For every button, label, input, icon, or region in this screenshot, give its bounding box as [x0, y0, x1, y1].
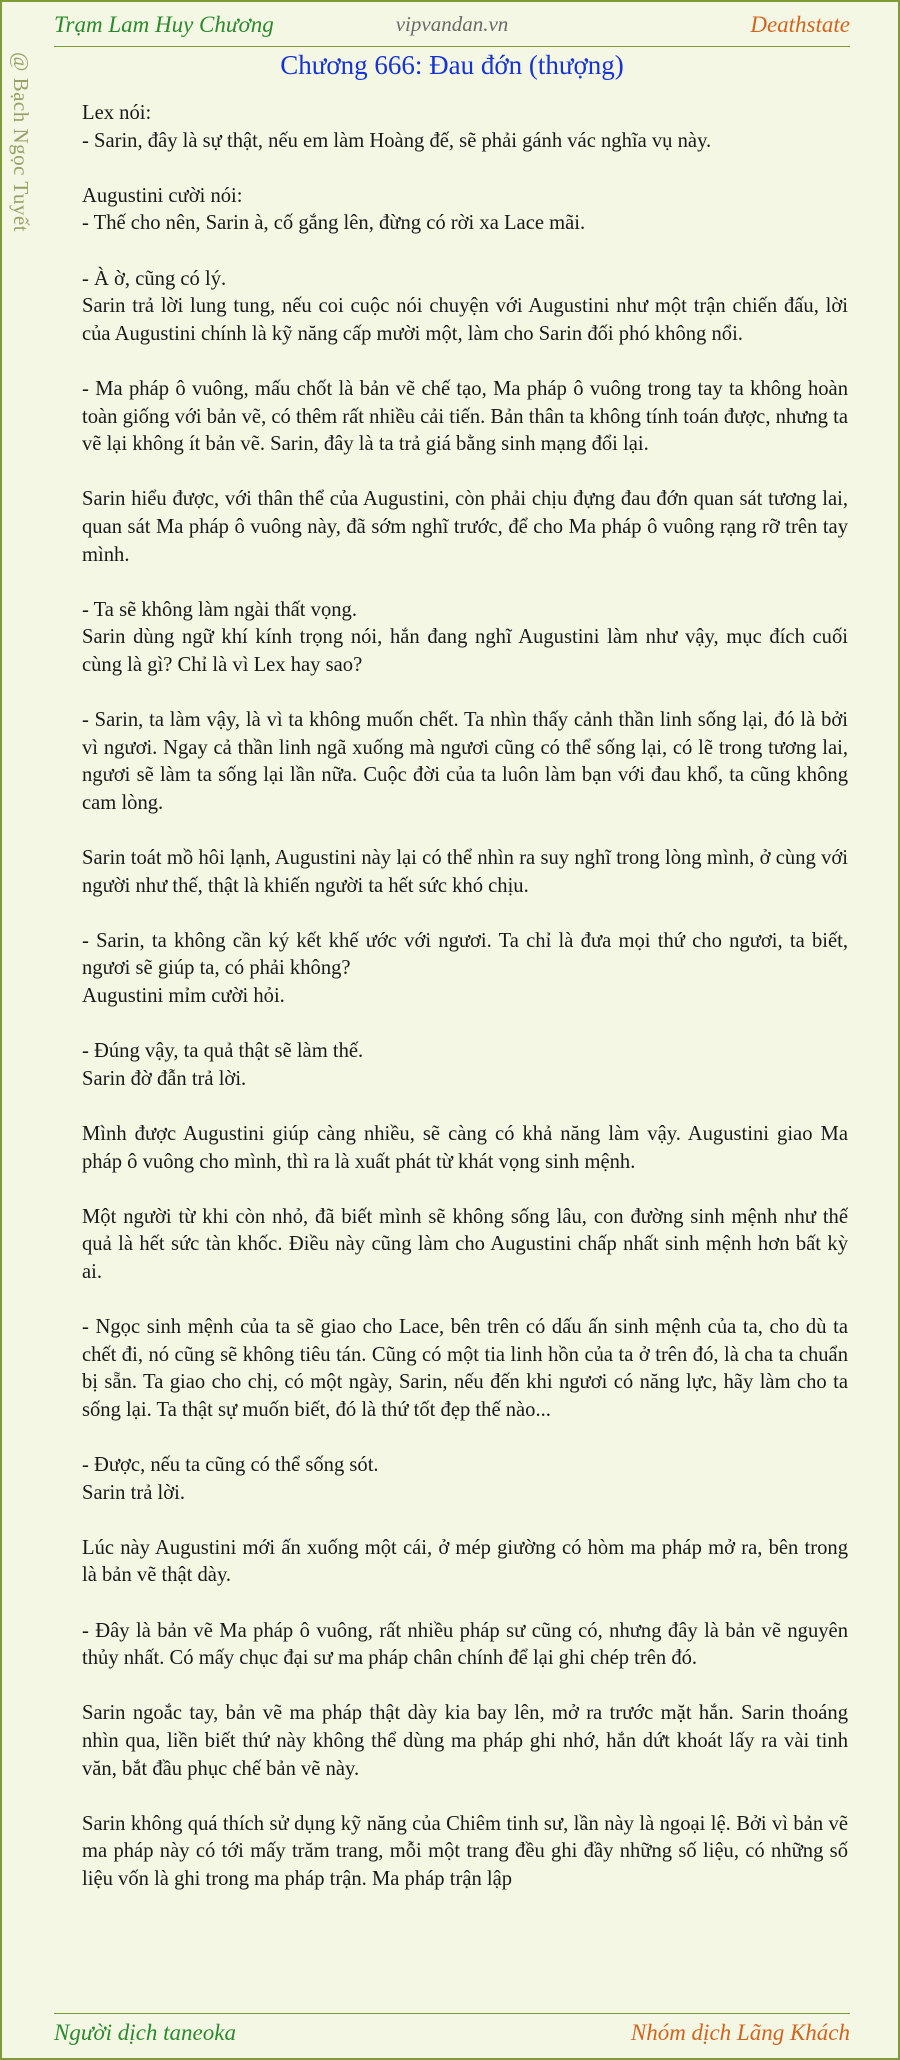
footer-translator: Người dịch taneoka [54, 2020, 236, 2045]
paragraph-gap [82, 569, 848, 597]
paragraph: Lex nói: [82, 102, 152, 124]
paragraph-gap [82, 459, 848, 487]
paragraph-gap [82, 900, 848, 928]
paragraph: Sarin trả lời. [82, 1481, 185, 1504]
paragraph-gap [82, 348, 848, 376]
paragraph: Augustini mỉm cười hỏi. [82, 985, 285, 1007]
paragraph: Sarin đờ đẫn trả lời. [82, 1067, 247, 1090]
paragraph: - Được, nếu ta cũng có thể sống sót. [82, 1454, 379, 1477]
paragraph: - Đây là bản vẽ Ma pháp ô vuông, rất nhiều pháp sư cũng có, nhưng đây là bản vẽ nguyên thủy nhất. Có mấy chục đại sư ma pháp chân chính để lại ghi chép trên đó. [82, 1619, 848, 1670]
paragraph-gap [82, 679, 848, 707]
paragraph: Sarin ngoắc tay, bản vẽ ma pháp thật dày kia bay lên, mở ra trước mặt hắn. Sarin thoáng nhìn qua, liền biết thứ này không thể dùng ma pháp ghi nhớ, hắn dứt khoát lấy ra vài tinh văn, bắt đầu phục chế bản vẽ này. [82, 1702, 848, 1780]
paragraph-gap [82, 1093, 848, 1121]
paragraph-gap [82, 817, 848, 845]
paragraph: Mình được Augustini giúp càng nhiều, sẽ càng có khả năng làm vậy. Augustini giao Ma pháp ô vuông cho mình, thì ra là xuất phát từ khát vọng sinh mệnh. [82, 1122, 848, 1173]
header-site-name: Trạm Lam Huy Chương [54, 12, 274, 37]
paragraph-gap [82, 1011, 848, 1039]
paragraph-gap [82, 1590, 848, 1618]
page-footer [54, 2013, 850, 2052]
paragraph: - Sarin, đây là sự thật, nếu em làm Hoàng đế, sẽ phải gánh vác nghĩa vụ này. [82, 129, 712, 152]
page-header [54, 8, 850, 47]
paragraph: Augustini cười nói: [82, 184, 243, 207]
paragraph: Lúc này Augustini mới ấn xuống một cái, ở mép giường có hòm ma pháp mở ra, bên trong là bản vẽ thật dày. [82, 1536, 848, 1587]
paragraph: - Ma pháp ô vuông, mấu chốt là bản vẽ chế tạo, Ma pháp ô vuông trong tay ta không hoàn toàn giống với bản vẽ, có thêm rất nhiều cải tiến. Bản thân ta không tính toán được, nhưng ta vẽ lại không ít bản vẽ. Sarin, đây là ta trả giá bằng sinh mạng đổi lại. [82, 377, 848, 456]
paragraph-gap [82, 1783, 848, 1811]
sidebar-credit-text: @ Bạch Ngọc Tuyết [9, 52, 33, 233]
sidebar-credit [8, 52, 42, 472]
paragraph: Sarin dùng ngữ khí kính trọng nói, hắn đang nghĩ Augustini làm như vậy, mục đích cuối cùng là gì? Chỉ là vì Lex hay sao? [82, 626, 848, 676]
paragraph-gap [82, 1425, 848, 1453]
paragraph-gap [82, 1673, 848, 1701]
paragraph-gap [82, 238, 848, 266]
paragraph: - Sarin, ta làm vậy, là vì ta không muốn chết. Ta nhìn thấy cảnh thần linh sống lại, đó là bởi vì ngươi. Ngay cả thần linh ngã xuống mà ngươi cũng có thể sống lại, có lẽ trong tương lai, ngươi sẽ làm ta sống lại lần nữa. Cuộc đời của ta luôn làm bạn với đau khổ, ta cũng không cam lòng. [82, 709, 848, 814]
header-book-title: Deathstate [750, 12, 850, 37]
paragraph-gap [82, 1176, 848, 1204]
paragraph: - Sarin, ta không cần ký kết khế ước với ngươi. Ta chỉ là đưa mọi thứ cho ngươi, ta biết, ngươi sẽ giúp ta, có phải không? [82, 929, 848, 980]
paragraph: - Thế cho nên, Sarin à, cố gắng lên, đừng có rời xa Lace mãi. [82, 212, 586, 235]
paragraph: Sarin không quá thích sử dụng kỹ năng của Chiêm tinh sư, lần này là ngoại lệ. Bởi vì bản vẽ ma pháp này có tới mấy trăm trang, mỗi một trang đều ghi đầy những số liệu, có những số liệu vốn là ghi trong ma pháp trận. Ma pháp trận lập [82, 1812, 848, 1890]
paragraph: - Đúng vậy, ta quả thật sẽ làm thế. [82, 1040, 364, 1063]
paragraph: Sarin hiểu được, với thân thể của Augustini, còn phải chịu đựng đau đớn quan sát tương lai, quan sát Ma pháp ô vuông này, đã sớm nghĩ trước, để cho Ma pháp ô vuông rạng rỡ trên tay mình. [82, 488, 848, 566]
paragraph: Sarin toát mồ hôi lạnh, Augustini này lại có thể nhìn ra suy nghĩ trong lòng mình, ở cùng với người như thế, thật là khiến người ta hết sức khó chịu. [82, 847, 848, 897]
paragraph-gap [82, 1507, 848, 1535]
paragraph: Một người từ khi còn nhỏ, đã biết mình sẽ không sống lâu, con đường sinh mệnh như thế quả là hết sức tàn khốc. Điều này cũng làm cho Augustini chấp nhất sinh mệnh hơn bất kỳ ai. [82, 1205, 848, 1283]
header-website: vipvandan.vn [395, 12, 509, 36]
paragraph: Sarin trả lời lung tung, nếu coi cuộc nói chuyện với Augustini như một trận chiến đấu, lời của Augustini chính là kỹ năng cấp mười một, làm cho Sarin đối phó không nổi. [82, 295, 848, 345]
chapter-title: Chương 666: Đau đớn (thượng) [280, 50, 624, 80]
paragraph: - Ta sẽ không làm ngài thất vọng. [82, 598, 357, 621]
footer-group: Nhóm dịch Lãng Khách [630, 2020, 850, 2045]
paragraph: - À ờ, cũng có lý. [82, 267, 227, 290]
chapter-body [82, 100, 848, 2000]
paragraph: - Ngọc sinh mệnh của ta sẽ giao cho Lace, bên trên có dấu ấn sinh mệnh của ta, cho dù ta chết đi, nó cũng sẽ không tiêu tán. Cũng có một tia linh hồn của ta ở trên đó, là cha ta chuẩn bị sẵn. Ta giao cho chị, có một ngày, Sarin, nếu đến khi ngươi có năng lực, hãy làm cho ta sống lại. Ta thật sự muốn biết, đó là thứ tốt đẹp thế nào... [82, 1316, 848, 1421]
paragraph-gap [82, 1287, 848, 1315]
paragraph-gap [82, 155, 848, 183]
